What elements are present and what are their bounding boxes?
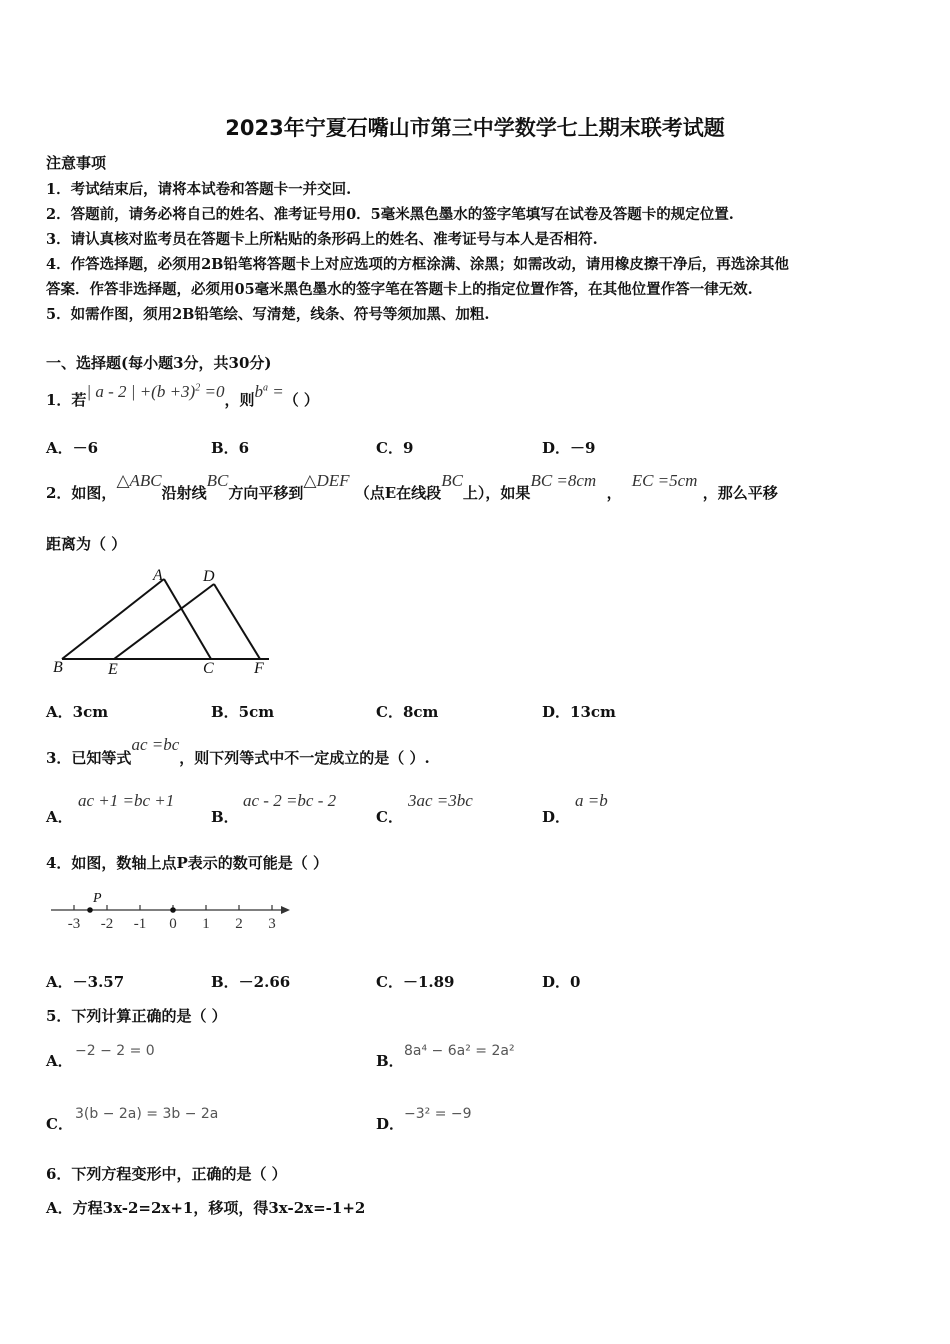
q3-option-a-letter[interactable]: A．	[46, 808, 73, 826]
q1-option-d[interactable]: D．－9	[542, 439, 596, 457]
q5-option-a-expr: −2 − 2 = 0	[75, 1043, 155, 1059]
notes-heading: 注意事项	[46, 154, 107, 172]
tick-label: -1	[133, 916, 147, 932]
point-p-label: P	[93, 891, 102, 906]
tick-label: 3	[268, 916, 276, 932]
label-B: B	[53, 659, 63, 676]
q5-option-b-expr: 8a⁴ − 6a² = 2a²	[404, 1043, 515, 1059]
note-item: 2．答题前，请务必将自己的姓名、准考证号用0．5毫米黑色墨水的签字笔填写在试卷及答题卡的规定位置.	[46, 206, 734, 223]
segment-BA	[62, 579, 164, 659]
q4-option-c[interactable]: C．－1.89	[376, 973, 455, 991]
q3-option-c-letter[interactable]: C．	[376, 808, 403, 826]
tick-label: 2	[235, 916, 243, 932]
q2-option-c[interactable]: C．8cm	[376, 703, 439, 721]
q6-option-a[interactable]: A．方程3x-2=2x+1，移项，得3x-2x=-1+2	[46, 1199, 366, 1217]
tick-label: 1	[202, 916, 210, 932]
q3-option-c-expr: 3ac =3bc	[408, 791, 473, 810]
question-2: 2．如图，△ABC沿射线BC方向平移到△DEF （点E在线段BC上），如果BC =8cm ，EC =5cm ，那么平移	[46, 471, 778, 502]
segment-ED	[114, 584, 214, 659]
question-4: 4．如图，数轴上点P表示的数可能是（ ）	[46, 854, 328, 872]
note-item: 4．作答选择题，必须用2B铅笔将答题卡上对应选项的方框涂满、涂黑；如需改动，请用橡皮擦干净后，再选涂其他	[46, 256, 789, 273]
q4-option-b[interactable]: B．－2.66	[211, 973, 291, 991]
q2-option-b[interactable]: B．5cm	[211, 703, 275, 721]
q3-option-d-letter[interactable]: D．	[542, 808, 571, 826]
note-item: 答案．作答非选择题，必须用05毫米黑色墨水的签字笔在答题卡上的指定位置作答，在其他位置作答一律无效.	[46, 281, 753, 298]
q3-option-a-expr: ac +1 =bc +1	[78, 791, 175, 810]
triangle-translation-figure	[46, 562, 286, 682]
point-origin	[170, 907, 176, 913]
q1-expression-2: $b^a$ =	[254, 382, 284, 401]
segment-DF	[214, 584, 260, 659]
note-item: 1．考试结束后，请将本试卷和答题卡一并交回.	[46, 181, 352, 198]
label-F: F	[254, 660, 264, 677]
q2-option-a[interactable]: A．3cm	[46, 703, 109, 721]
label-A: A	[153, 567, 163, 584]
note-item: 3．请认真核对监考员在答题卡上所粘贴的条形码上的姓名、准考证号与本人是否相符.	[46, 231, 598, 248]
q4-option-d[interactable]: D．0	[542, 973, 581, 991]
q5-option-c-expr: 3(b − 2a) = 3b − 2a	[75, 1106, 219, 1122]
q5-option-a-letter[interactable]: A．	[46, 1052, 73, 1070]
note-item: 5．如需作图，须用2B铅笔绘、写清楚，线条、符号等须加黑、加粗.	[46, 306, 490, 323]
q3-option-b-expr: ac - 2 =bc - 2	[243, 791, 337, 810]
q5-option-b-letter[interactable]: B．	[376, 1052, 404, 1070]
q3-option-d-expr: a =b	[575, 791, 608, 810]
q3-option-b-letter[interactable]: B．	[211, 808, 239, 826]
q1-option-a[interactable]: A．－6	[46, 439, 99, 457]
q5-option-d-expr: −3² = −9	[404, 1106, 472, 1122]
label-C: C	[203, 660, 214, 677]
label-D: D	[203, 568, 215, 585]
point-p	[87, 907, 93, 913]
question-6: 6．下列方程变形中，正确的是（ ）	[46, 1165, 287, 1183]
q5-option-c-letter[interactable]: C．	[46, 1115, 73, 1133]
number-line-figure	[46, 886, 296, 936]
tick-label: -3	[67, 916, 81, 932]
question-1: 1．若| a - 2 | $+(b +3)^2 =0$，则$b^a$ =（ ）	[46, 382, 319, 409]
tick-label: 0	[169, 916, 177, 932]
page-title: 2023年宁夏石嘴山市第三中学数学七上期末联考试题	[225, 116, 725, 140]
axis-arrow-icon	[281, 906, 290, 914]
q4-option-a[interactable]: A．－3.57	[46, 973, 125, 991]
q2-option-d[interactable]: D．13cm	[542, 703, 616, 721]
question-5: 5．下列计算正确的是（ ）	[46, 1007, 227, 1025]
q1-option-c[interactable]: C．9	[376, 439, 414, 457]
q1-expression: | a - 2 | $+(b +3)^2 =0$	[86, 382, 225, 401]
q1-option-b[interactable]: B．6	[211, 439, 250, 457]
tick-label: -2	[100, 916, 114, 932]
q5-option-d-letter[interactable]: D．	[376, 1115, 405, 1133]
label-E: E	[108, 661, 118, 678]
question-2-line2: 距离为（ ）	[46, 535, 127, 553]
section-heading: 一、选择题(每小题3分，共30分)	[46, 354, 272, 372]
question-3: 3．已知等式ac =bc，则下列等式中不一定成立的是（ ）.	[46, 735, 430, 767]
